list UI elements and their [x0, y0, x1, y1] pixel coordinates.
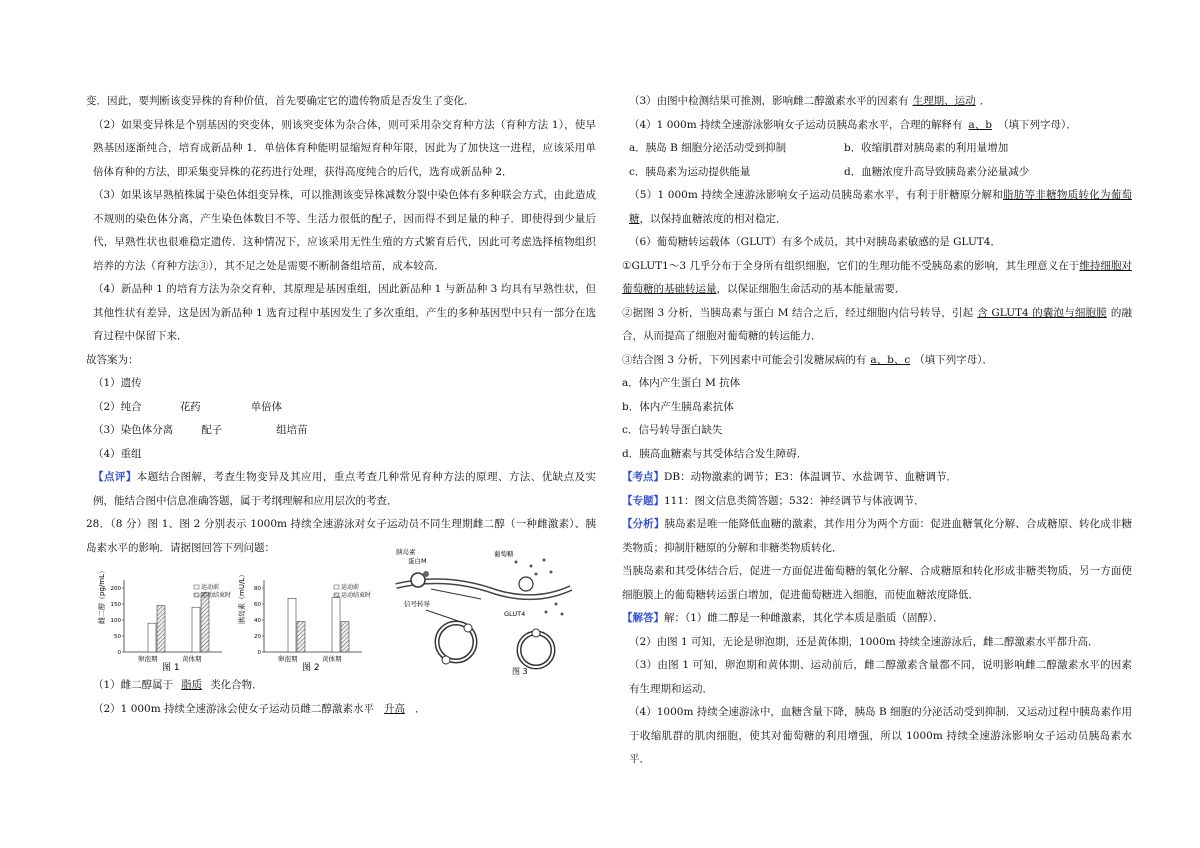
fig1-category: 卵泡期 [138, 655, 158, 663]
options-ab [622, 137, 1132, 161]
option-c: c．信号转导蛋白缺失 [622, 424, 723, 436]
review [86, 466, 596, 513]
answer-4: （4）重组 [93, 447, 142, 460]
zt-text: 111：图文信息类简答题；532：神经调节与体液调节． [664, 494, 925, 507]
fig2-category: 卵泡期 [278, 655, 298, 663]
option-d: d．血糖浓度升高导致胰岛素分泌量减少 [844, 165, 1030, 178]
answer-2 [86, 396, 596, 420]
paragraph: 变．因此，要判断该变异株的育种价值，首先要确定它的遗传物质是否发生了变化． [86, 95, 475, 107]
fig2-tick-label: 0 [257, 650, 261, 656]
fig1-legend-2: 运动结束时 [201, 592, 232, 599]
answer-heading: 故答案为： [86, 353, 139, 366]
q-blank: a、b [968, 118, 993, 131]
fx-text: 胰岛素是唯一能降低血糖的激素，其作用分为两个方面：促进血糖氧化分解、合成糖原、转化成非糖类物质；抑制肝糖原的分解和非糖类物质转化． [622, 518, 1133, 554]
q-text: （2）1 000m 持续全速游泳会使女子运动员雌二醇激素水平 [93, 702, 375, 715]
fig3-label-glucose: 葡萄糖 [494, 550, 514, 558]
answer-3 [86, 419, 596, 443]
q-text: （1）雌二醇属于 [93, 679, 174, 691]
fig1-bar [148, 623, 156, 652]
q-text: ，以保证细胞生命活动的基本能量需要． [716, 283, 906, 295]
jd-tag: 【解答】 [622, 612, 664, 624]
option-b: b．体内产生胰岛素抗体 [622, 400, 734, 413]
answer-text: （3）染色体分离 [93, 424, 174, 436]
solution-3: （3）由图 1 可知，卵泡期和黄体期、运动前后，雌二醇激素含量都不同，说明影响雌二醇激素水平的因素有生理期和运动． [629, 659, 1132, 695]
solution-2: （2）由图 1 可知，无论是卵泡期，还是黄体期，1000m 持续全速游泳后，雌二醇激素水平都升高． [629, 635, 1099, 648]
fig1-bar [157, 606, 165, 652]
fig1-caption: 图 1 [162, 663, 180, 673]
q-text: 类化合物． [210, 679, 263, 691]
answer-1: （1）遗传 [93, 377, 142, 389]
q-text: （填下列字母）． [914, 353, 993, 366]
question-6-1 [622, 255, 1132, 302]
figure-3 [396, 547, 571, 676]
question-3 [622, 90, 1132, 114]
jd-text: 解：（1）雌二醇是一种雌激素，其化学本质是脂质（固醇）． [664, 612, 944, 624]
question-28: 28．（8 分）图 1、图 2 分别表示 1000m 持续全速游泳对女子运动员不同生理期雌二醇（一种雌激素）、胰岛素水平的影响．请据图回答下列问题： [86, 518, 596, 554]
options-cd [622, 161, 1132, 185]
q-blank: 升高 [384, 702, 406, 715]
figure-2 [237, 571, 371, 673]
q-blank: 脂肪等非糖物质转化为葡萄糖 [629, 189, 1132, 225]
analysis-2: 当胰岛素和其受体结合后，促进一方面促进葡萄糖的氧化分解、合成糖原和转化形成非糖类物质，另一方面使细胞膜上的葡萄糖转运蛋白增加，促进葡萄糖进入细胞，而使血糖浓度降低． [622, 565, 1132, 601]
fig1-tick-label: 0 [117, 650, 121, 656]
fig3-label-glut4: GLUT4 [504, 610, 526, 618]
question-4 [622, 114, 1132, 138]
answer-text: 花药 [179, 400, 201, 413]
q-text: ． [415, 702, 426, 715]
figure-1 [97, 567, 231, 673]
left-column [86, 90, 596, 721]
fig3-caption: 图 3 [512, 667, 528, 676]
glut4-icon [519, 577, 533, 591]
q-blank: 维持细胞对葡萄糖的基础转运量 [622, 259, 1132, 295]
right-column [622, 90, 1132, 772]
q-text: （5）1 000m 持续全速游泳影响女子运动员胰岛素水平，有利于肝糖原分解和 [629, 189, 1003, 201]
kd-tag: 【考点】 [622, 471, 664, 483]
q-text: ③结合图 3 分析，下列因素中可能会引发糖尿病的有 [622, 353, 867, 366]
solution [622, 607, 1132, 631]
q-blank: a、b、c [870, 353, 911, 366]
figures-svg [86, 548, 596, 678]
option-b: b．收缩肌群对胰岛素的利用量增加 [844, 142, 1009, 154]
fig1-tick-label: 100 [110, 618, 121, 624]
paragraph: （2）如果变异株是个别基因的突变体，则该突变体为杂合体，则可采用杂交育种方法（育种方法 1），使早熟基因逐渐纯合，培育成新品种 1．单倍体育种能明显缩短育种年限，因此为了加快这一进程，应该采用单倍体育种的方法，即采集变异株的花药进行处理，获得高度纯合的后代，选育成新品种 2． [93, 118, 596, 178]
kd-text: DB：动物激素的调节；E3：体温调节、水盐调节、血糖调节． [664, 471, 957, 483]
option-a: a．胰岛 B 细胞分泌活动受到抑制 [629, 142, 787, 154]
fig2-legend-1: 运动前 [341, 584, 360, 591]
q-text: 的融合，从而提高了细胞对葡萄糖的转运能力． [622, 306, 1133, 342]
zt-tag: 【专题】 [622, 494, 664, 507]
fig2-tick-label: 80 [254, 586, 261, 592]
question-6-3 [622, 349, 1132, 373]
paragraph: （3）如果该早熟植株属于染色体组变异株，可以推测该变异株减数分裂中染色体有多种联会方式，由此造成不规则的染色体分离，产生染色体数目不等、生活力很低的配子，因而得不到足量的种子．即使得到少量后代，早熟性状也很难稳定遗传．这种情况下，应该采用无性生殖的方式繁育后代，因此可考虑选择植物组织培养的方法（育种方法③），其不足之处是需要不断制备组培苗，成本较高． [93, 189, 596, 272]
q-blank: 含 GLUT4 的囊泡与细胞膜 [977, 306, 1107, 319]
answer-text: （2）纯合 [93, 400, 142, 413]
review-tag: 【点评】 [93, 471, 137, 483]
fig1-tick-label: 200 [110, 586, 121, 592]
option-c: c．胰岛素为运动提供能量 [629, 165, 751, 178]
fx-tag: 【分析】 [622, 518, 665, 530]
q-blank: 生理期、运动 [912, 95, 976, 107]
fig3-label-signal: 信号转导 [404, 600, 430, 608]
answer-text: 单倍体 [250, 400, 283, 413]
fig1-tick-label: 50 [114, 634, 121, 640]
fig1-bar [201, 593, 209, 652]
option-d: d．胰高血糖素与其受体结合发生障碍． [622, 447, 808, 460]
fig2-bar [332, 598, 340, 652]
solution-4: （4）1000m 持续全速游泳中，血糖含量下降，胰岛 B 细胞的分泌活动受到抑制．又运动过程中胰岛素作用于收缩肌群的肌肉细胞，使其对葡萄糖的利用增强，所以 1000m 持续全速游泳影响女子运动员胰岛素水平． [629, 706, 1132, 765]
review-text: 本题结合图解，考查生物变异及其应用，重点考查几种常见育种方法的原理、方法、优缺点及实例，能结合图中信息准确答题，属于考纲理解和应用层次的考查． [93, 471, 597, 507]
topic [622, 490, 1132, 514]
analysis [622, 513, 1132, 560]
q-text: ①GLUT1～3 几乎分布于全身所有组织细胞，它们的生理功能不受胰岛素的影响，其生理意义在于 [622, 259, 1080, 272]
question-2 [86, 698, 596, 722]
question-6: （6）葡萄糖转运载体（GLUT）有多个成员，其中对胰岛素敏感的是 GLUT4． [629, 236, 1001, 248]
fig1-ylabel: 雌二醇（pg/mL） [98, 567, 106, 624]
fig2-tick-label: 60 [254, 602, 261, 608]
fig2-category: 黄体期 [322, 655, 342, 663]
fig2-tick-label: 20 [254, 634, 261, 640]
fig2-legend-2: 运动结束时 [341, 592, 372, 599]
option-a: a．体内产生蛋白 M 抗体 [622, 377, 741, 389]
q-text: ． [979, 95, 991, 107]
fig3-label-insulin: 胰岛素 [396, 548, 416, 556]
answer-text: 组培苗 [276, 424, 308, 436]
question-6-2 [622, 302, 1132, 349]
fig2-bar [288, 598, 296, 652]
fig2-bar [341, 622, 349, 652]
q-text: （填下列字母）． [998, 118, 1077, 131]
fig2-bar [297, 622, 305, 652]
figure-row [86, 548, 596, 676]
paragraph: （4）新品种 1 的培育方法为杂交育种，其原理是基因重组，因此新品种 1 与新品种 3 均具有早熟性状，但其他性状有差异，这是因为新品种 1 选育过程中基因发生了多次重组，产生的多种基因型中只有一部分在选育过程中保留下来． [93, 283, 596, 342]
fig2-tick-label: 40 [254, 618, 261, 624]
question-5 [622, 184, 1132, 231]
fig1-legend-1: 运动前 [201, 584, 220, 591]
fig1-bar [192, 607, 200, 652]
knowledge-point [622, 466, 1132, 490]
q-text: （4）1 000m 持续全速游泳影响女子运动员胰岛素水平，合理的解释有 [629, 118, 963, 131]
fig1-category: 黄体期 [182, 655, 202, 663]
fig3-label-protein-m: 蛋白M [408, 557, 427, 565]
fig2-ylabel: 胰岛素（mU/L） [238, 570, 246, 624]
insulin-receptor-icon [411, 573, 425, 587]
q-text: （3）由图中检测结果可推测，影响雌二醇激素水平的因素有 [629, 95, 909, 107]
q-text: ②据图 3 分析，当胰岛素与蛋白 M 结合之后，经过细胞内信号转导，引起 [622, 306, 974, 319]
fig1-tick-label: 150 [110, 602, 121, 608]
answer-text: 配子 [201, 424, 223, 436]
q-text: ，以保持血糖浓度的相对稳定． [639, 212, 787, 225]
q-blank: 脂质 [181, 679, 203, 691]
fig2-caption: 图 2 [302, 663, 320, 673]
